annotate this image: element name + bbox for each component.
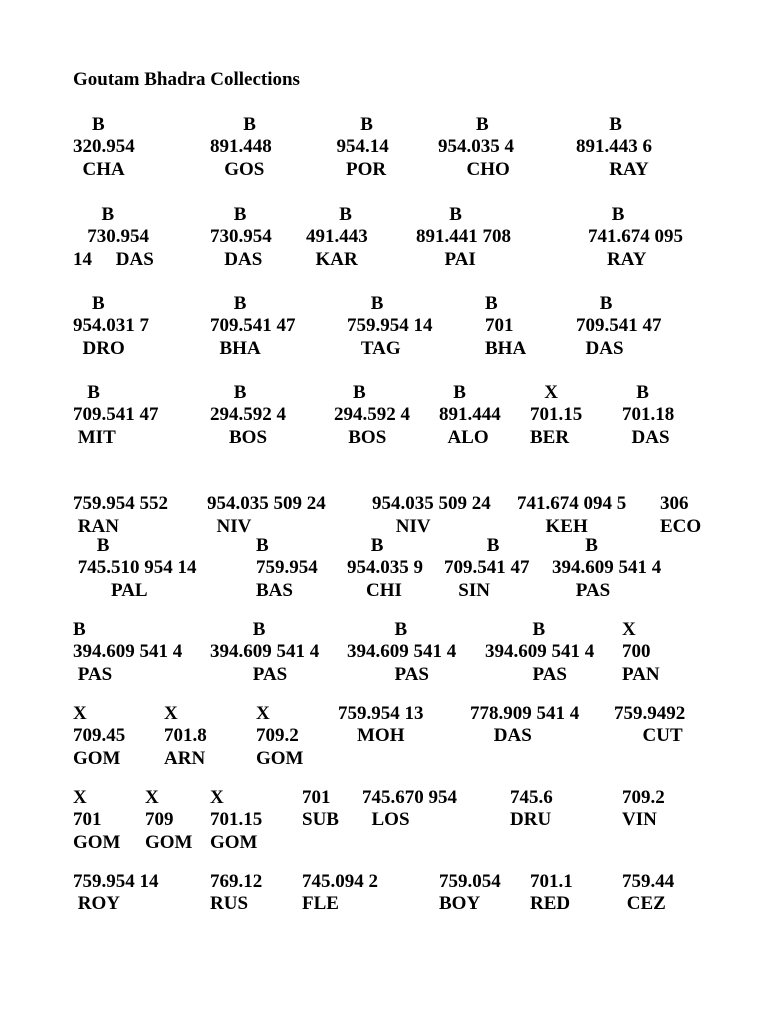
entry-line: 701.18 <box>622 404 675 426</box>
catalog-entry <box>210 204 272 271</box>
catalog-entry <box>327 114 389 181</box>
entry-line: 709.541 47 <box>73 404 159 426</box>
catalog-entry <box>510 787 553 854</box>
entry-line-top: 759.9492 <box>614 703 686 724</box>
catalog-entry <box>660 471 701 538</box>
catalog-entry <box>73 293 149 360</box>
entry-line: RUS <box>210 893 249 915</box>
catalog-entry <box>210 114 272 181</box>
entry-line-top: B <box>622 382 649 403</box>
entry-line: PAS <box>210 663 288 685</box>
entry-line: ROY <box>73 893 120 915</box>
entry-line: CHO <box>438 158 510 180</box>
catalog-entry <box>207 471 326 538</box>
entry-line: 891.441 708 <box>416 226 511 248</box>
entry-line: DAS <box>622 426 670 448</box>
entry-line-top: B <box>552 535 598 556</box>
entry-line-top: 745.6 <box>510 787 553 808</box>
entry-line: BOS <box>210 426 268 448</box>
entry-line: 741.674 094 5 <box>517 493 627 515</box>
entry-line-top: X <box>622 619 636 640</box>
entry-line <box>362 832 457 854</box>
entry-line: 954.031 7 <box>73 315 149 337</box>
catalog-entry <box>302 787 339 854</box>
catalog-entry <box>372 471 491 538</box>
catalog-entry <box>334 382 410 449</box>
catalog-entry <box>614 703 685 770</box>
catalog-entry <box>347 535 423 602</box>
entry-line: 701 <box>73 809 102 831</box>
entry-line-top: 745.094 2 <box>302 871 378 892</box>
entry-line: 306 <box>660 493 689 515</box>
entry-line: DAS <box>210 248 263 270</box>
entry-line: DRU <box>510 809 552 831</box>
entry-line: 954.035 509 24 <box>372 493 491 515</box>
entry-line: BER <box>530 426 570 448</box>
catalog-entry <box>347 619 456 686</box>
entry-line-top: B <box>73 535 110 556</box>
entry-line: RED <box>530 893 571 915</box>
entry-line: DAS <box>470 725 532 747</box>
catalog-entry <box>622 619 660 686</box>
catalog-entry <box>517 471 626 538</box>
entry-line: MIT <box>73 426 116 448</box>
entry-line-top: 759.954 14 <box>73 871 159 892</box>
entry-line-top: B <box>438 114 489 135</box>
entry-line: RAY <box>576 158 649 180</box>
catalog-entry <box>485 293 526 360</box>
entry-line-top: 701 <box>302 787 331 808</box>
entry-line: 700 <box>622 641 651 663</box>
catalog-entry <box>485 619 594 686</box>
entry-line: 491.443 <box>306 226 368 248</box>
entry-line: 954.14 <box>327 136 389 158</box>
catalog-entry <box>438 114 514 181</box>
entry-line: 891.444 <box>439 404 501 426</box>
entry-line-top: B <box>444 535 500 556</box>
entry-line: 701 <box>485 315 514 337</box>
entry-line: 394.609 541 4 <box>210 641 320 663</box>
entry-line-top: B <box>256 535 269 556</box>
entry-line-top: 759.954 13 <box>338 703 424 724</box>
entry-line-top <box>660 471 701 493</box>
entry-line: FLE <box>302 893 339 915</box>
entry-line-top <box>73 471 168 493</box>
catalog-entry <box>338 703 424 770</box>
entry-line: GOM <box>210 831 258 853</box>
catalog-entry <box>306 204 368 271</box>
entry-line <box>510 832 553 854</box>
entry-line-top: B <box>485 619 546 640</box>
entry-line: NIV <box>372 515 431 537</box>
entry-line: 709.541 47 <box>444 557 530 579</box>
entry-line: KEH <box>517 515 588 537</box>
catalog-entry <box>347 293 433 360</box>
entry-line-top: B <box>210 204 247 225</box>
entry-line: 730.954 <box>210 226 272 248</box>
catalog-entry <box>470 703 579 770</box>
entry-line <box>614 748 685 770</box>
catalog-entry <box>362 787 457 854</box>
catalog-entry <box>622 382 674 449</box>
entry-line: MOH <box>338 725 405 747</box>
catalog-entry <box>210 871 262 916</box>
entry-line: 709.541 47 <box>210 315 296 337</box>
entry-line: 14 DAS <box>73 248 154 270</box>
entry-line: 954.035 4 <box>438 136 514 158</box>
entry-line: CUT <box>614 725 683 747</box>
entry-line: PAN <box>622 663 660 685</box>
catalog-entry <box>588 204 683 271</box>
catalog-entry <box>530 871 573 916</box>
catalog-entry <box>622 871 674 916</box>
entry-line: 741.674 095 <box>588 226 683 248</box>
entry-line-top: B <box>439 382 466 403</box>
entry-line: 701.15 <box>530 404 583 426</box>
entry-line-top: B <box>347 619 408 640</box>
entry-line: TAG <box>347 337 401 359</box>
entry-line: 730.954 <box>73 226 149 248</box>
catalog-entry <box>439 382 501 449</box>
entry-line: PAS <box>552 579 611 601</box>
entry-line <box>470 748 579 770</box>
catalog-entry <box>73 204 154 271</box>
entry-line: PAS <box>347 663 429 685</box>
catalog-entry <box>210 382 286 449</box>
catalog-entry <box>210 619 319 686</box>
entry-line: RAY <box>588 248 647 270</box>
catalog-entry <box>210 293 296 360</box>
catalog-entry <box>73 787 121 854</box>
entry-line: 701.15 <box>210 809 263 831</box>
catalog-entry <box>439 871 501 916</box>
entry-line-top: B <box>73 382 100 403</box>
entry-line-top: B <box>588 204 625 225</box>
entry-line-top <box>517 471 626 493</box>
catalog-entry <box>210 787 262 854</box>
entry-line: 294.592 4 <box>334 404 410 426</box>
entry-line: LOS <box>362 809 410 831</box>
entry-line-top: B <box>416 204 462 225</box>
entry-line <box>622 832 665 854</box>
catalog-entry <box>73 114 135 181</box>
entry-line-top: X <box>145 787 159 808</box>
entry-line-top: B <box>210 293 247 314</box>
entry-line-top: B <box>576 293 613 314</box>
entry-line-top: B <box>210 114 256 135</box>
entry-line-top: B <box>73 293 105 314</box>
entry-line-top: B <box>210 619 266 640</box>
entry-line: 320.954 <box>73 136 135 158</box>
entry-line: NIV <box>207 515 252 537</box>
entry-line-top: X <box>256 703 270 724</box>
entry-line: POR <box>327 158 387 180</box>
entry-line: 701.8 <box>164 725 207 747</box>
entry-line: DAS <box>576 337 624 359</box>
entry-line: DRO <box>73 337 125 359</box>
entry-line: BOY <box>439 893 481 915</box>
page-title: Goutam Bhadra Collections <box>73 69 300 90</box>
entry-line: VIN <box>622 809 657 831</box>
entry-line-top: B <box>576 114 622 135</box>
entry-line-top: 701.1 <box>530 871 573 892</box>
entry-line: 759.954 <box>256 557 318 579</box>
catalog-entry <box>302 871 378 916</box>
entry-line: CEZ <box>622 893 666 915</box>
entry-line: GOM <box>145 831 193 853</box>
entry-line: 745.510 954 14 <box>73 557 197 579</box>
entry-line: BOS <box>334 426 387 448</box>
entry-line: GOM <box>73 747 121 769</box>
entry-line-top: 745.670 954 <box>362 787 457 808</box>
catalog-entry <box>73 382 159 449</box>
entry-line-top <box>207 471 326 493</box>
catalog-entry <box>256 703 304 770</box>
catalog-entry <box>73 471 168 538</box>
entry-line-top: B <box>73 619 86 640</box>
entry-line-top: 759.054 <box>439 871 501 892</box>
entry-line-top: X <box>73 703 87 724</box>
entry-line: GOM <box>73 831 121 853</box>
entry-line: CHI <box>347 579 402 601</box>
catalog-entry <box>256 535 318 602</box>
entry-line: PAI <box>416 248 476 270</box>
entry-line-top: 778.909 541 4 <box>470 703 580 724</box>
entry-line-top: B <box>306 204 352 225</box>
entry-line: BHA <box>485 337 527 359</box>
entry-line: ALO <box>439 426 489 448</box>
entry-line: PAS <box>73 663 113 685</box>
catalog-entry <box>73 703 125 770</box>
entry-line: KAR <box>306 248 358 270</box>
entry-line: PAL <box>73 579 148 601</box>
entry-line-top: B <box>210 382 247 403</box>
catalog-entry <box>73 535 197 602</box>
catalog-entry <box>164 703 207 770</box>
entry-line: BAS <box>256 579 293 601</box>
entry-line: 709.45 <box>73 725 126 747</box>
entry-line: 891.448 <box>210 136 272 158</box>
entry-line: 759.954 14 <box>347 315 433 337</box>
entry-line: GOM <box>256 747 304 769</box>
catalog-entry <box>530 382 582 449</box>
entry-line <box>338 748 424 770</box>
entry-line: SUB <box>302 809 339 831</box>
entry-line: 891.443 6 <box>576 136 652 158</box>
catalog-entry <box>73 619 182 686</box>
entry-line: 709.541 47 <box>576 315 662 337</box>
entry-line: 394.609 541 4 <box>73 641 183 663</box>
catalog-entry <box>416 204 511 271</box>
entry-line-top: B <box>327 114 373 135</box>
entry-line: 394.609 541 4 <box>485 641 595 663</box>
entry-line: 709 <box>145 809 174 831</box>
entry-line-top <box>372 471 491 493</box>
entry-line-top: B <box>73 114 105 135</box>
entry-line: 394.609 541 4 <box>347 641 457 663</box>
entry-line: PAS <box>485 663 567 685</box>
entry-line: 954.035 9 <box>347 557 423 579</box>
entry-line: ECO <box>660 515 702 537</box>
entry-line: CHA <box>73 158 125 180</box>
entry-line-top: 769.12 <box>210 871 263 892</box>
catalog-entry <box>145 787 193 854</box>
entry-line: RAN <box>73 515 119 537</box>
entry-line-top: 759.44 <box>622 871 675 892</box>
entry-line: 394.609 541 4 <box>552 557 662 579</box>
entry-line <box>302 832 339 854</box>
entry-line: ARN <box>164 747 206 769</box>
entry-line: GOS <box>210 158 265 180</box>
entry-line: 954.035 509 24 <box>207 493 326 515</box>
entry-line-top: X <box>73 787 87 808</box>
entry-line-top: B <box>485 293 498 314</box>
catalog-entry <box>444 535 530 602</box>
entry-line-top: X <box>530 382 558 403</box>
entry-line-top: X <box>210 787 224 808</box>
entry-line-top: B <box>73 204 115 225</box>
catalog-entry <box>73 871 159 916</box>
entry-line: BHA <box>210 337 261 359</box>
entry-line-top: B <box>347 535 384 556</box>
entry-line: 759.954 552 <box>73 493 168 515</box>
entry-line-top: 709.2 <box>622 787 665 808</box>
entry-line-top: B <box>334 382 366 403</box>
entry-line-top: B <box>347 293 384 314</box>
entry-line: SIN <box>444 579 490 601</box>
entry-line-top: X <box>164 703 178 724</box>
entry-line: 709.2 <box>256 725 299 747</box>
catalog-entry <box>552 535 661 602</box>
entry-line: 294.592 4 <box>210 404 286 426</box>
catalog-entry <box>576 293 662 360</box>
catalog-entry <box>576 114 652 181</box>
catalog-entry <box>622 787 665 854</box>
